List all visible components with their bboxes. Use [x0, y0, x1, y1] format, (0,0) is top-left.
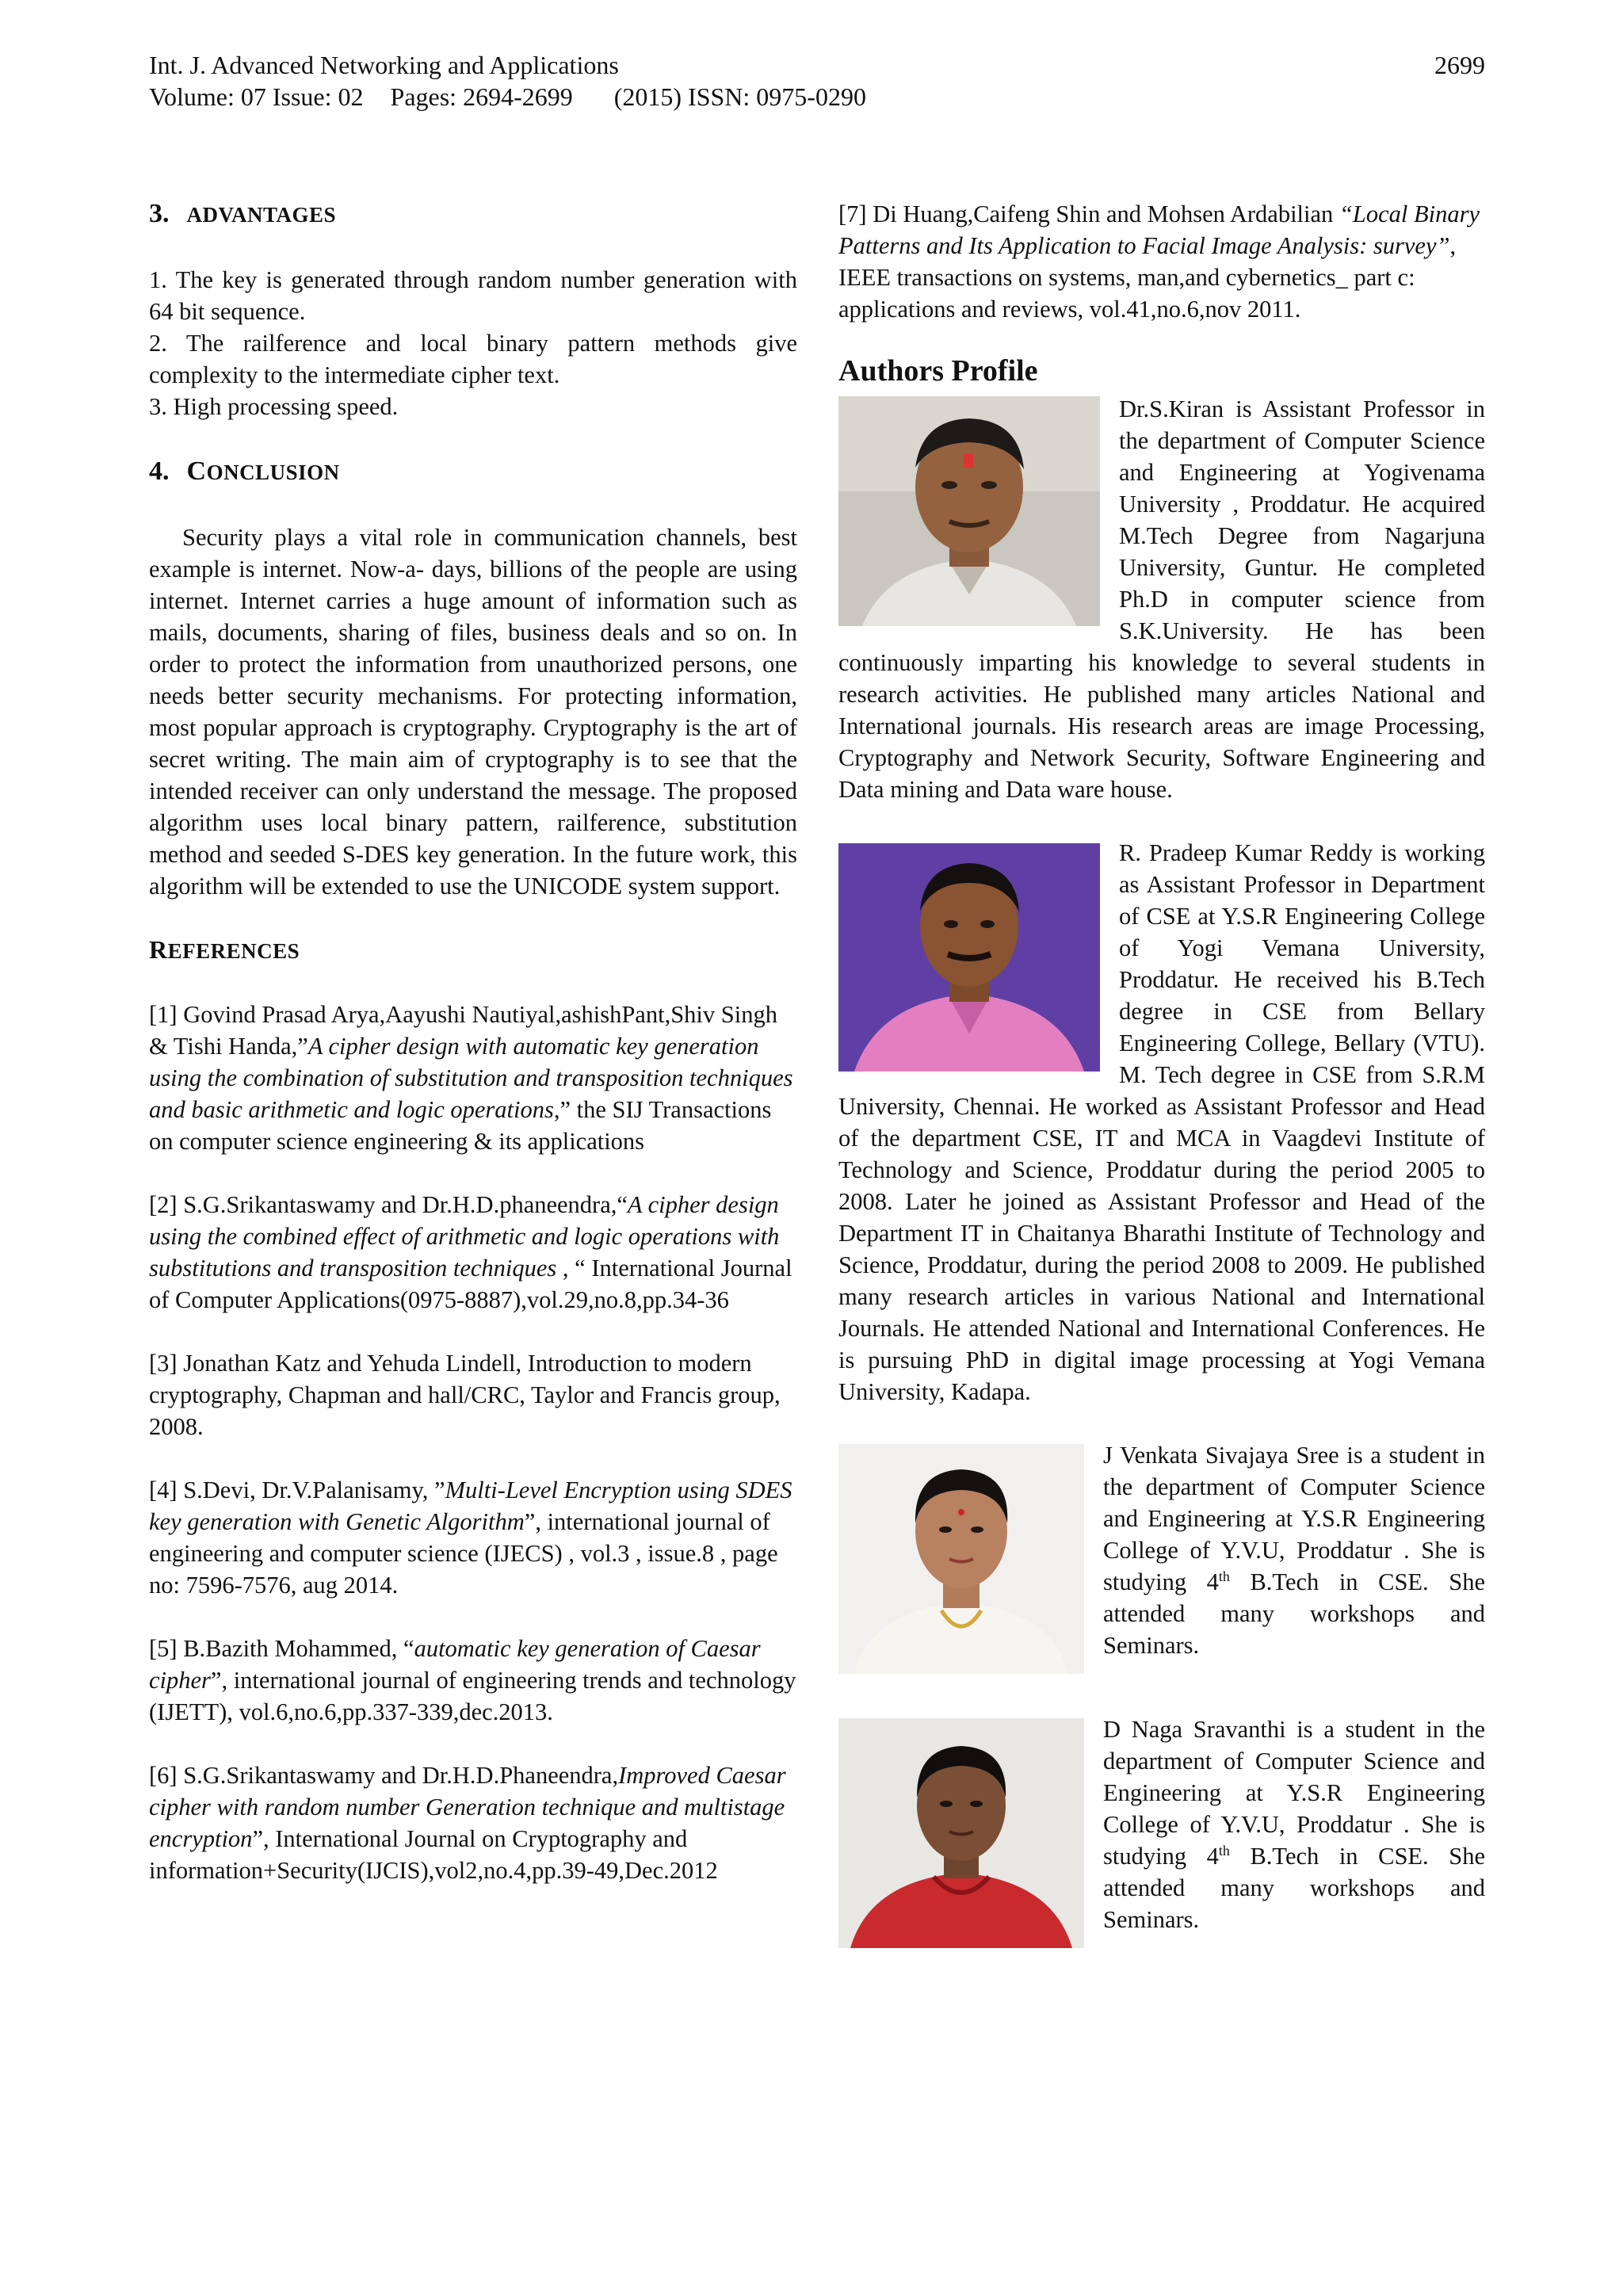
ref-title: Improved Caesar cipher with random number Generation technique and multistage encryption [149, 1762, 786, 1852]
ref-title: “Local Binary Patterns and Its Application to Facial Image Analysis: survey” [838, 201, 1480, 259]
left-column [149, 198, 797, 1918]
reference-3: [3] Jonathan Katz and Yehuda Lindell, Introduction to modern cryptography, Chapman and hall/CRC, Taylor and Francis group, 2008. [149, 1350, 781, 1440]
ref-authors: [5] B.Bazith Mohammed, “ [149, 1635, 414, 1662]
author-profile-1 [838, 393, 1485, 805]
section-title: ONCLUSION [206, 460, 340, 484]
ref-title: A cipher design using the combined effect of arithmetic and logic operations with substitutions and transposition techniques [149, 1191, 780, 1282]
ref-authors: [1] Govind Prasad Arya,Aayushi Nautiyal,ashishPant,Shiv Singh & Tishi Handa,” [149, 1001, 777, 1060]
author-photo [838, 843, 1100, 1072]
ref-source: ”, international journal of engineering trends and technology (IJETT), vol.6,no.6,pp.337-339,dec.2013. [149, 1667, 796, 1725]
author-photo [838, 1444, 1084, 1674]
author-photo [838, 396, 1100, 626]
reference-2 [149, 1189, 797, 1316]
page-number: 2699 [1434, 51, 1485, 79]
ref-source: ,” the SIJ Transactions on computer science engineering & its applications [149, 1096, 772, 1155]
conclusion-paragraph: Security plays a vital role in communication channels, best example is internet. Now-a- days, billions of the people are using internet. Internet carries a huge amount of information such as mails, documents, sharing of files, business deals and so on. In order to protect the information from unauthorized persons, one needs better security mechanisms. For protecting information, most popular approach is cryptography. Cryptography is the art of secret writing. The main aim of cryptography is to see that the intended receiver can only understand the message. The proposed algorithm uses local binary pattern, railference, substitution method and seeded S-DES key generation. In the future work, this algorithm will be extended to use the UNICODE system support. [149, 524, 797, 900]
section-title-initial: C [186, 457, 207, 486]
journal-name: Int. J. Advanced Networking and Applications [149, 51, 619, 79]
bio-text: B.Tech in CSE. She attended many workshops and Seminars. [1103, 1843, 1485, 1933]
references-heading [149, 934, 797, 967]
ref-source: , “ International Journal of Computer Applications(0975-8887),vol.29,no.8,pp.34-36 [149, 1255, 792, 1313]
author-profile-3 [838, 1439, 1485, 1682]
author-profile-2 [838, 837, 1485, 1408]
references-title: EFERENCES [167, 939, 300, 963]
ref-authors: [4] S.Devi, Dr.V.Palanisamy, ” [149, 1477, 445, 1503]
ref-authors: [7] Di Huang,Caifeng Shin and Mohsen Ardabilian [838, 201, 1339, 227]
reference-7 [838, 198, 1485, 325]
references-title-initial: R [149, 935, 168, 964]
advantage-item: 3. High processing speed. [149, 393, 399, 420]
advantage-item: 2. The railference and local binary pattern methods give complexity to the intermediate cipher text. [149, 330, 797, 388]
bio-superscript: th [1218, 1568, 1230, 1584]
ref-title: automatic key generation of Caesar cipher [149, 1635, 761, 1694]
author-photo [838, 1718, 1084, 1948]
reference-5 [149, 1633, 797, 1728]
volume-issue: Volume: 07 Issue: 02 [149, 82, 364, 111]
reference-6-start [149, 1759, 797, 1886]
ref-title: Multi-Level Encryption using SDES key generation with Genetic Algorithm [149, 1477, 792, 1535]
author-bio: R. Pradeep Kumar Reddy is working as Assistant Professor in Department of CSE at Y.S.R Engineering College of Yogi Vemana University, Proddatur. He received his B.Tech degree in CSE from Bellary Engineering College, Bellary (VTU). M. Tech degree in CSE from S.R.M University, Chennai. He worked as Assistant Professor and Head of the department CSE, IT and MCA in Vaagdevi Institute of Technology and Science, Proddatur during the period 2005 to 2008. Later he joined as Assistant Professor and Head of the Department IT in Chaitanya Bharathi Institute of Technology and Science, Proddatur, during the period 2008 to 2009. He published many research articles in various National and International Journals. He attended National and International Conferences. He is pursuing PhD in digital image processing at Yogi Vemana University, Kadapa. [838, 839, 1485, 1405]
section-title: ADVANTAGES [186, 203, 337, 227]
ref-authors: [2] S.G.Srikantaswamy and Dr.H.D.phaneendra,“ [149, 1191, 628, 1218]
advantages-heading [149, 198, 797, 231]
ref-source: , IEEE transactions on systems, man,and cybernetics_ part c: applications and reviews, vol.41,no.6,nov 2011. [838, 232, 1457, 323]
conclusion-heading [149, 456, 797, 488]
bio-text: B.Tech in CSE. She attended many workshops and Seminars. [1103, 1568, 1485, 1659]
reference-4 [149, 1474, 797, 1601]
section-number: 3. [149, 199, 170, 228]
author-bio: Dr.S.Kiran is Assistant Professor in the department of Computer Science and Engineering at Yogivenama University , Proddatur. He acquired M.Tech Degree from Nagarjuna University, Guntur. He completed Ph.D in computer science from S.K.University. He has been continuously imparting his knowledge to several students in research activities. He published many articles National and International journals. His research areas are image Processing, Cryptography and Network Security, Software Engineering and Data mining and Data ware house. [838, 395, 1485, 803]
right-column [838, 198, 1485, 1988]
running-header [149, 49, 1485, 113]
advantage-item: 1. The key is generated through random number generation with 64 bit sequence. [149, 266, 797, 325]
ref-authors: [6] S.G.Srikantaswamy and Dr.H.D.Phaneendra, [149, 1762, 619, 1789]
ref-source: ”, International Journal on Cryptography and information+Security(IJCIS),vol2,no.4,pp.39-49,Dec.2012 [149, 1825, 718, 1884]
advantages-list [149, 264, 797, 422]
section-number: 4. [149, 457, 170, 486]
bio-superscript: th [1218, 1842, 1230, 1859]
page-range: Pages: 2694-2699 [390, 82, 573, 111]
reference-1 [149, 999, 797, 1157]
authors-profile-heading: Authors Profile [838, 354, 1038, 388]
year-issn: (2015) ISSN: 0975-0290 [613, 82, 866, 111]
bio-text: D Naga Sravanthi is a student in the department of Computer Science and Engineering at Y.S.R Engineering College of Y.V.U, Proddatur . She is studying 4 [1103, 1716, 1485, 1870]
author-profile-4 [838, 1713, 1485, 1956]
ref-title: A cipher design with automatic key generation using the combination of substitution and transposition techniques and basic arithmetic and logic operations [149, 1033, 793, 1123]
bio-text: J Venkata Sivajaya Sree is a student in the department of Computer Science and Engineering at Y.S.R Engineering College of Y.V.U, Proddatur . She is studying 4 [1103, 1442, 1485, 1595]
ref-source: ”, international journal of engineering and computer science (IJECS) , vol.3 , issue.8 , page no: 7596-7576, aug 2014. [149, 1508, 778, 1599]
